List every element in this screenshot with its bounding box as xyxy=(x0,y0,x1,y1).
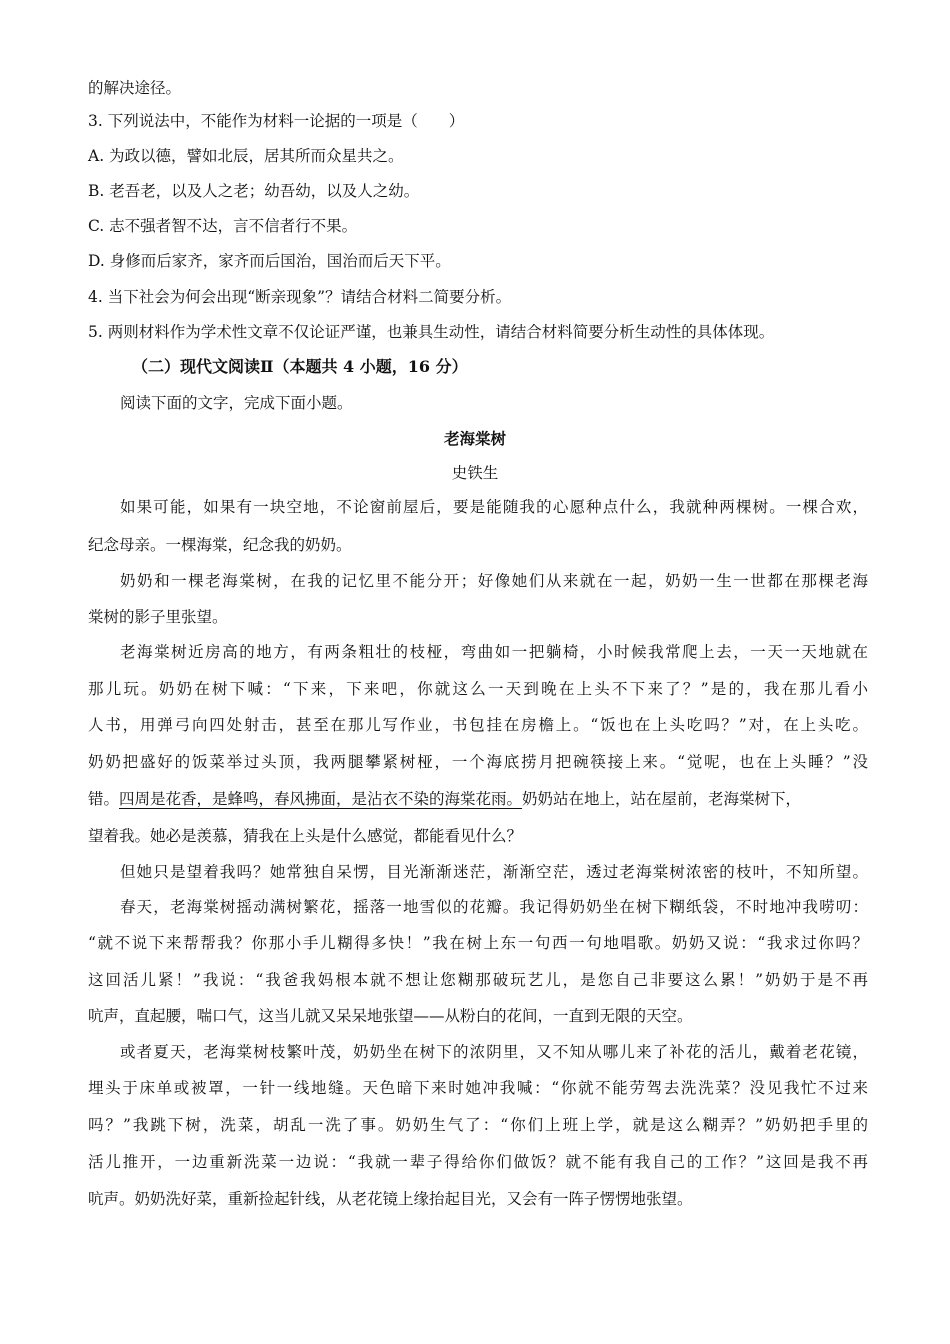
paragraph-line: 望着我。她必是羡慕，猜我在上头是什么感觉，都能看见什么？ xyxy=(88,827,523,845)
paragraph-line: 如果可能，如果有一块空地，不论窗前屋后，要是能随我的心愿种点什么，我就种两棵树。一棵合欢， xyxy=(120,498,868,516)
paragraph-line: 活儿推开，一边重新洗菜一边说：“我就一辈子得给你们做饭？就不能有我自己的工作？”这回是我不再 xyxy=(88,1153,868,1171)
option-b: B. 老吾老，以及人之老；幼吾幼，以及人之幼。 xyxy=(88,182,420,200)
paragraph-line xyxy=(88,788,868,810)
paragraph-line: 这回活儿紧！”我说：“我爸我妈根本就不想让您糊那破玩艺儿，是您自己非要这么累！”奶奶于是不再 xyxy=(88,971,868,989)
article-author: 史铁生 xyxy=(451,464,499,482)
option-c: C. 志不强者智不达，言不信者行不果。 xyxy=(88,217,358,235)
paragraph-line: 或者夏天，老海棠树枝繁叶茂，奶奶坐在树下的浓阴里，又不知从哪儿来了补花的活儿，戴着老花镜， xyxy=(120,1043,868,1061)
text-segment: 奶奶站在地上，站在屋前，老海棠树下， xyxy=(522,790,802,808)
text-segment: 错。 xyxy=(88,790,120,808)
paragraph-line: 老海棠树近房高的地方，有两条粗壮的枝桠，弯曲如一把躺椅，小时候我常爬上去，一天一天地就在 xyxy=(120,643,868,661)
paragraph-line: 奶奶把盛好的饭菜举过头顶，我两腿攀紧树桠，一个海底捞月把碗筷接上来。“觉呢，也在上头睡？”没 xyxy=(88,753,868,771)
question-5: 5. 两则材料作为学术性文章不仅论证严谨，也兼具生动性，请结合材料简要分析生动性的具体体现。 xyxy=(88,323,775,341)
paragraph-line: “就不说下来帮帮我？你那小手儿糊得多快！”我在树上东一句西一句地唱歌。奶奶又说：“我求过你吗？ xyxy=(88,934,868,952)
paragraph-line: 纪念母亲。一棵海棠，纪念我的奶奶。 xyxy=(88,536,352,554)
question-3: 3. 下列说法中，不能作为材料一论据的一项是（ ） xyxy=(88,112,465,130)
paragraph-line: 棠树的影子里张望。 xyxy=(88,608,228,626)
option-d: D. 身修而后家齐，家齐而后国治，国治而后天下平。 xyxy=(88,252,451,270)
underlined-sentence: 四周是花香，是蜂鸣，春风拂面，是沾衣不染的海棠花雨。 xyxy=(119,790,523,808)
paragraph-line: 人书，用弹弓向四处射击，甚至在那儿写作业，书包挂在房檐上。“饭也在上头吃吗？”对，在上头吃。 xyxy=(88,716,868,734)
paragraph-line: 奶奶和一棵老海棠树，在我的记忆里不能分开；好像她们从来就在一起，奶奶一生一世都在那棵老海 xyxy=(120,572,868,590)
paragraph-line: 吭声，直起腰，喘口气，这当儿就又呆呆地张望——从粉白的花间，一直到无限的天空。 xyxy=(88,1007,693,1025)
paragraph-line: 吗？”我跳下树，洗菜，胡乱一洗了事。奶奶生气了：“你们上班上学，就是这么糊弄？”奶奶把手里的 xyxy=(88,1116,868,1134)
section-heading: （二）现代文阅读Ⅱ（本题共 4 小题，16 分） xyxy=(132,357,468,376)
question-4: 4. 当下社会为何会出现“断亲现象”？请结合材料二简要分析。 xyxy=(88,288,512,306)
text-line: 的解决途径。 xyxy=(88,79,182,97)
paragraph-line: 埋头于床单或被罩，一针一线地缝。天色暗下来时她冲我喊：“你就不能劳驾去洗洗菜？没见我忙不过来 xyxy=(88,1079,868,1097)
paragraph-line: 但她只是望着我吗？她常独自呆愣，目光渐渐迷茫，渐渐空茫，透过老海棠树浓密的枝叶，不知所望。 xyxy=(120,863,868,881)
instruction: 阅读下面的文字，完成下面小题。 xyxy=(120,394,353,412)
paragraph-line: 吭声。奶奶洗好菜，重新捡起针线，从老花镜上缘抬起目光，又会有一阵子愣愣地张望。 xyxy=(88,1190,693,1208)
paragraph-line: 春天，老海棠树摇动满树繁花，摇落一地雪似的花瓣。我记得奶奶坐在树下糊纸袋，不时地冲我唠叨： xyxy=(120,898,868,916)
option-a: A. 为政以德，譬如北辰，居其所而众星共之。 xyxy=(88,147,404,165)
article-title: 老海棠树 xyxy=(443,429,506,448)
paragraph-line: 那儿玩。奶奶在树下喊：“下来，下来吧，你就这么一天到晚在上头不下来了？”是的，我在那儿看小 xyxy=(88,680,868,698)
